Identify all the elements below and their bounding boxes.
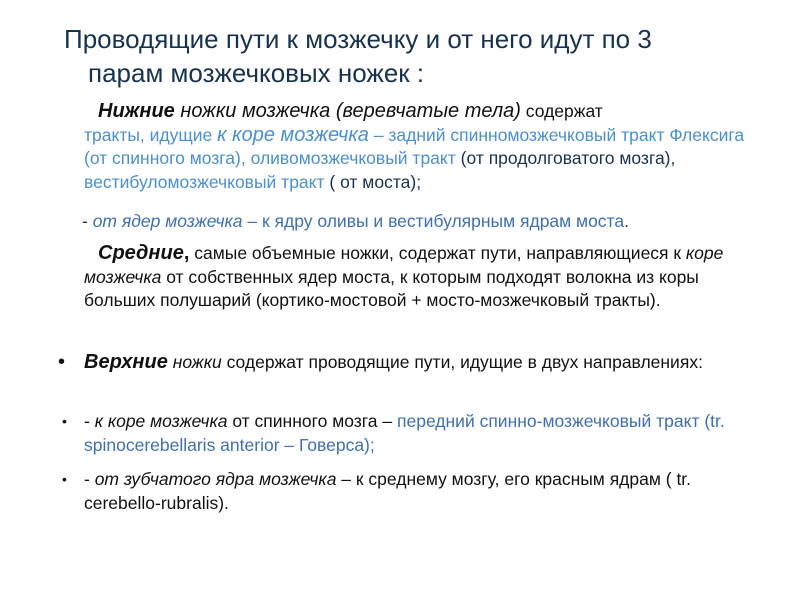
nuclei-lead: -: [82, 211, 93, 231]
middle-lead-bold: Средние: [98, 242, 184, 264]
middle-text-1: самые объемные ножки, содержат пути, направляющиеся к: [189, 243, 686, 263]
middle-text-2: от собственных ядер моста, к которым подходят волокна из коры больших полушарий (кортико-мостовой + мосто-мозжечковый тракты).: [84, 266, 699, 310]
bullet-upper: •: [58, 351, 66, 373]
dentate-label: от зубчатого ядра мозжечка: [94, 469, 337, 489]
lower-lead-bold: Нижние: [98, 100, 175, 122]
bullet-from-dentate: •: [62, 471, 67, 487]
lower-to-cortex: к коре мозжечка: [217, 123, 369, 146]
dentate-text: – к среднему мозгу, его красным ядрам ( tr. cerebello-rubralis).: [84, 469, 692, 513]
lower-text-2: тракты, идущие: [84, 124, 218, 145]
paragraph-middle-peduncles: [84, 242, 764, 313]
paragraph-lower-peduncles: [84, 100, 764, 194]
to-cortex-label: к коре мозжечка: [94, 411, 228, 431]
lower-olivo: оливомозжечковый тракт: [250, 148, 456, 168]
middle-comma: ,: [183, 242, 190, 264]
upper-text-1: содержат проводящие пути, идущие в двух направлениях:: [221, 352, 703, 372]
lower-from-medulla: (от продолговатого мозга),: [455, 148, 676, 168]
nuclei-end: .: [624, 211, 629, 231]
lower-from-spinal: (от спинного мозга),: [84, 148, 251, 168]
nuclei-rest: – к ядру оливы и вестибулярным ядрам моста: [242, 211, 625, 231]
to-cortex-text: от спинного мозга –: [227, 411, 397, 431]
upper-lead-bold: Верхние: [84, 351, 168, 373]
lower-text-1: содержат: [520, 101, 603, 121]
paragraph-upper-peduncles: [84, 351, 764, 375]
title-line-2: парам мозжечковых ножек :: [88, 58, 425, 88]
paragraph-from-dentate: [84, 468, 764, 515]
dentate-dash: -: [84, 469, 95, 489]
lower-dash-tract: – задний спинномозжечковый тракт Флексига: [368, 124, 745, 145]
title-line-1: Проводящие пути к мозжечку и от него идут по 3: [64, 24, 652, 54]
slide-title: [64, 22, 764, 90]
paragraph-to-cortex: [84, 410, 764, 457]
nuclei-from: от ядер мозжечка: [92, 211, 243, 231]
middle-to-cortex: коре мозжечка: [84, 243, 724, 287]
paragraph-from-nuclei: [82, 210, 762, 234]
to-cortex-dash: -: [84, 411, 95, 431]
upper-lead-italic: ножки: [167, 352, 222, 372]
lower-vestib: вестибуломозжечковый тракт: [84, 171, 325, 192]
lower-from-pons: ( от моста);: [324, 171, 422, 192]
lower-lead-italic: ножки мозжечка (веревчатые тела): [174, 100, 521, 122]
bullet-to-cortex: •: [62, 413, 67, 429]
to-cortex-tract: передний спинно-мозжечковый тракт (tr. spinocerebellaris anterior – Говерса);: [84, 411, 725, 455]
